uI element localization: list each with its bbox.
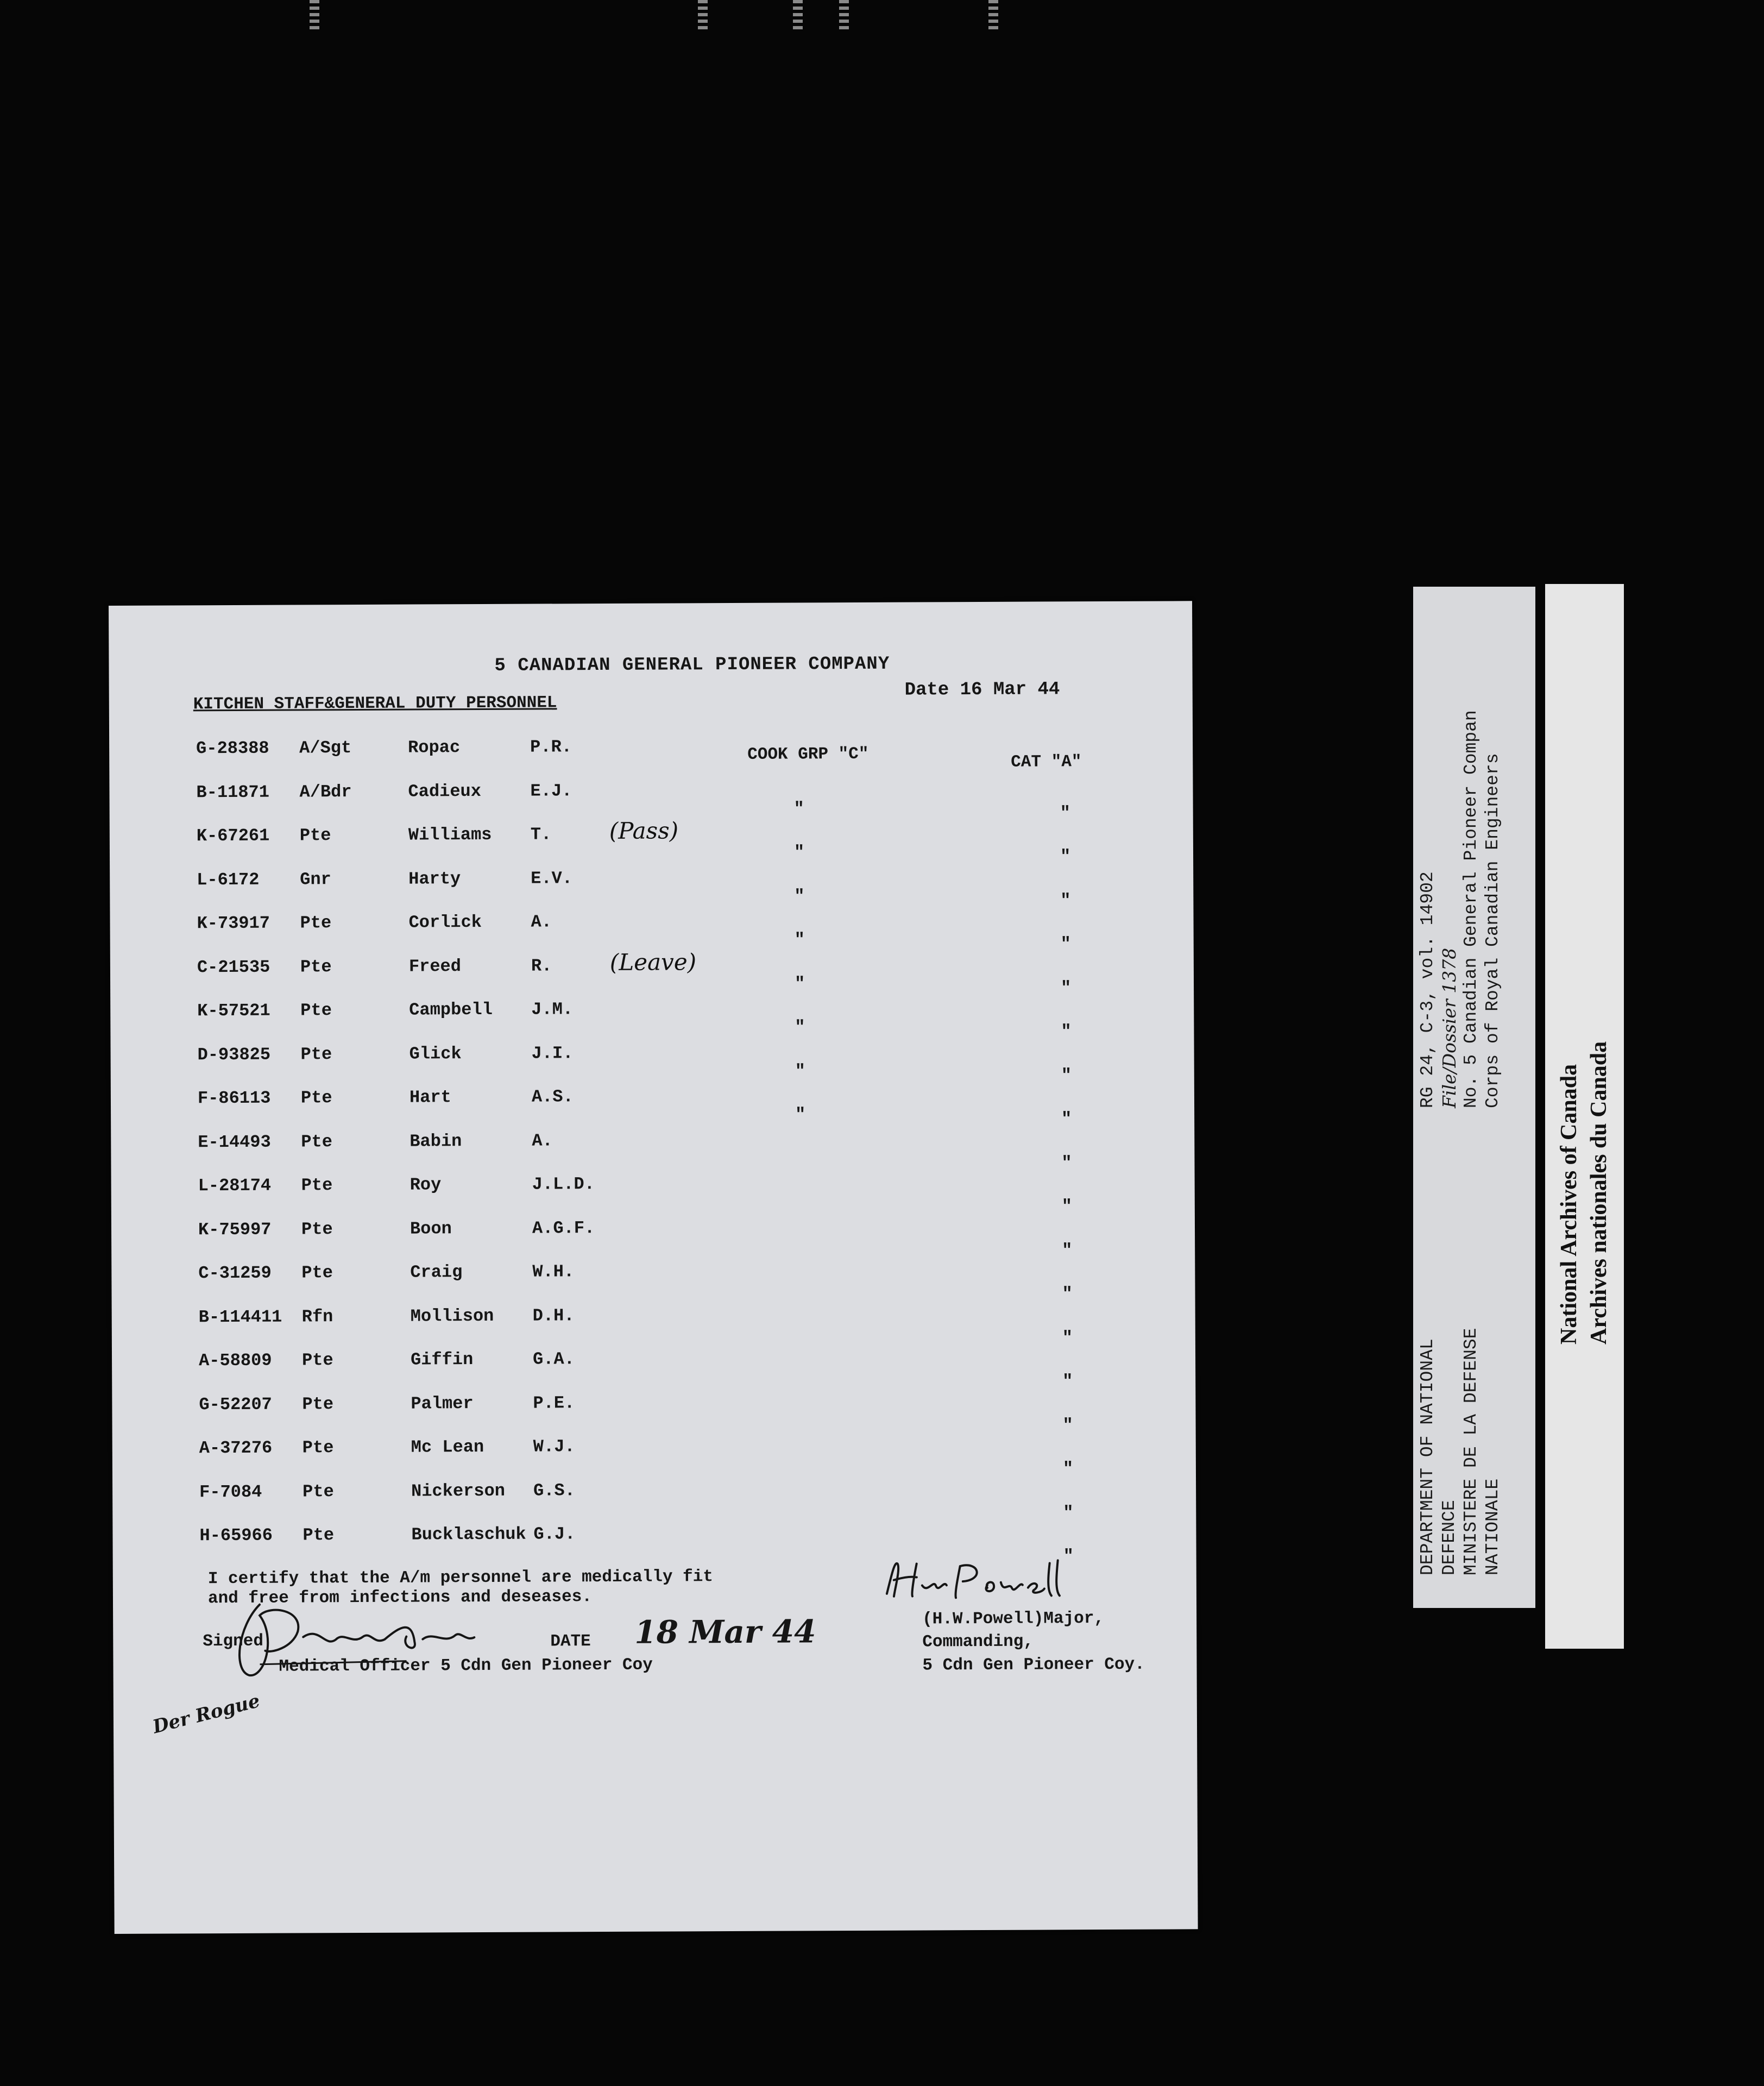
category-ditto: " [1061, 1021, 1072, 1042]
surname: Mc Lean [411, 1436, 484, 1457]
film-edge-mark [839, 0, 849, 33]
signed-label: Signed [203, 1631, 264, 1651]
rank: Pte [302, 1393, 334, 1414]
cook-group-ditto: " [794, 885, 805, 906]
initials: J.I. [531, 1042, 574, 1064]
service-number: G-28388 [196, 738, 269, 759]
initials: A. [532, 1130, 553, 1151]
surname: Palmer [411, 1393, 474, 1414]
department-line: NATIONALE [1482, 1478, 1503, 1575]
surname: Craig [410, 1262, 463, 1283]
initials: A. [531, 912, 552, 932]
archives-stamp-line: National Archives of Canada [1556, 1064, 1582, 1344]
initials: J.M. [531, 999, 574, 1020]
archive-reference-line: RG 24, C-3, vol. 14902 [1417, 871, 1438, 1108]
archive-reference-label [1413, 587, 1535, 1608]
service-number: G-52207 [199, 1394, 272, 1415]
category-ditto: " [1060, 846, 1071, 867]
surname: Mollison [410, 1305, 494, 1327]
category-ditto: " [1061, 1065, 1072, 1085]
initials: G.A. [532, 1349, 575, 1369]
initials: G.S. [533, 1480, 576, 1501]
initials: J.L.D. [532, 1174, 595, 1195]
personnel-row [193, 1303, 1117, 1350]
personnel-row [193, 1259, 1116, 1307]
commanding-officer-title: Commanding, [922, 1632, 1034, 1652]
film-edge-mark [988, 0, 998, 33]
service-number: F-86113 [197, 1088, 271, 1109]
personnel-row [192, 1040, 1116, 1088]
company-heading: 5 CANADIAN GENERAL PIONEER COMPANY [494, 654, 890, 676]
rank: Pte [301, 1175, 333, 1196]
category-ditto: " [1061, 1196, 1073, 1217]
personnel-row [194, 1434, 1117, 1482]
personnel-row [191, 734, 1114, 782]
service-number: H-65966 [199, 1525, 273, 1546]
handwritten-note: (Leave) [609, 948, 697, 976]
rank: Pte [301, 1218, 333, 1239]
cook-group-ditto: " [795, 1104, 806, 1125]
medical-officer-title: Medical Officer 5 Cdn Gen Pioneer Coy [279, 1655, 653, 1676]
service-number: F-7084 [199, 1481, 262, 1502]
rank: A/Bdr [299, 781, 352, 802]
department-line: DEPARTMENT OF NATIONAL [1417, 1339, 1438, 1575]
department-line: MINISTERE DE LA DEFENSE [1460, 1328, 1481, 1575]
initials: D.H. [532, 1305, 575, 1326]
category-ditto: " [1060, 802, 1070, 823]
film-edge-mark [698, 0, 708, 33]
commanding-officer-unit: 5 Cdn Gen Pioneer Coy. [922, 1655, 1145, 1675]
certification-line: I certify that the A/m personnel are medically fit [207, 1567, 714, 1589]
personnel-row [191, 865, 1114, 913]
category-ditto: " [1062, 1415, 1073, 1435]
rank: Pte [303, 1481, 334, 1501]
handwritten-margin-note: Der Rogue [150, 1689, 262, 1738]
signature-date: 18 Mar 44 [634, 1613, 816, 1651]
cook-group-ditto: " [794, 929, 805, 950]
service-number: K-73917 [197, 913, 270, 934]
commanding-officer-signature [879, 1555, 1063, 1604]
commanding-officer-name: (H.W.Powell)Major, [922, 1609, 1105, 1629]
initials: A.S. [531, 1086, 574, 1107]
category-ditto: " [1062, 1459, 1074, 1479]
service-number: L-28174 [198, 1175, 272, 1196]
department-line: DEFENCE [1439, 1500, 1459, 1575]
rank: Pte [299, 825, 331, 846]
handwritten-note: (Pass) [609, 817, 679, 844]
certification-line: and free from infections and deseases. [207, 1587, 592, 1609]
surname: Boon [410, 1218, 452, 1239]
cook-group-ditto: " [795, 1017, 805, 1038]
service-number: L-6172 [197, 869, 260, 890]
personnel-row [193, 1390, 1117, 1438]
surname: Harty [408, 868, 461, 889]
initials: E.V. [531, 868, 573, 889]
initials: W.H. [532, 1261, 575, 1282]
rank: Pte [301, 1350, 333, 1371]
cook-group-ditto: " [795, 1060, 806, 1081]
rank: Pte [302, 1437, 334, 1458]
rank: Pte [300, 913, 332, 933]
service-number: K-75997 [198, 1219, 272, 1240]
category-ditto: " [1061, 1152, 1072, 1173]
surname: Nickerson [411, 1480, 506, 1501]
surname: Roy [410, 1174, 442, 1195]
initials: E.J. [530, 780, 572, 801]
rank: Gnr [300, 869, 331, 889]
cook-group-ditto: " [793, 798, 804, 819]
service-number: E-14493 [198, 1132, 271, 1152]
category-ditto: " [1062, 1240, 1073, 1260]
personnel-row [193, 1172, 1116, 1220]
archives-stamp-line: Archives nationales du Canada [1586, 1041, 1611, 1344]
service-number: B-114411 [198, 1306, 282, 1327]
service-number: K-67261 [196, 825, 270, 846]
category-ditto: " [1060, 934, 1072, 954]
surname: Williams [408, 824, 492, 845]
category-ditto: " [1062, 1371, 1073, 1392]
surname: Ropac [408, 737, 461, 758]
cook-group-ditto: " [793, 842, 805, 863]
rank: Pte [300, 1044, 332, 1064]
service-number: K-57521 [197, 1000, 270, 1021]
initials: P.E. [533, 1392, 575, 1413]
surname: Campbell [409, 999, 493, 1020]
initials: A.G.F. [532, 1217, 595, 1239]
initials: G.J. [533, 1524, 576, 1544]
personnel-row [192, 997, 1115, 1045]
cook-group-ditto: " [794, 973, 805, 994]
personnel-list [191, 734, 1118, 1569]
film-edge-mark [310, 0, 319, 33]
rank: A/Sgt [299, 738, 352, 758]
initials: T. [530, 824, 552, 845]
rank: Pte [300, 956, 332, 977]
signature-date-label: DATE [550, 1632, 591, 1651]
personnel-row [194, 1478, 1117, 1525]
service-number: A-37276 [199, 1437, 273, 1459]
archive-reference-line: File/Dossier 1378 [1438, 947, 1460, 1108]
surname: Giffin [410, 1349, 474, 1370]
film-edge-mark [793, 0, 803, 33]
personnel-row [193, 1347, 1117, 1394]
rank: Pte [300, 1088, 332, 1108]
service-number: C-21535 [197, 957, 270, 977]
personnel-row [193, 1215, 1116, 1263]
archive-reference-line: Corps of Royal Canadian Engineers [1482, 753, 1503, 1108]
surname: Corlick [408, 912, 482, 933]
surname: Hart [409, 1087, 451, 1108]
surname: Freed [408, 956, 461, 977]
service-number: B-11871 [196, 782, 270, 802]
personnel-row [192, 1084, 1116, 1132]
category-ditto: " [1063, 1546, 1074, 1567]
section-title: KITCHEN STAFF&GENERAL DUTY PERSONNEL [193, 693, 557, 714]
personnel-row [192, 1128, 1116, 1176]
document-date: Date 16 Mar 44 [904, 679, 1060, 701]
rank: Pte [303, 1525, 335, 1545]
category-ditto: " [1062, 1327, 1073, 1348]
surname: Babin [410, 1130, 462, 1152]
category-ditto: " [1063, 1502, 1074, 1523]
initials: P.R. [530, 737, 572, 757]
rank: Pte [300, 1000, 332, 1021]
surname: Bucklaschuk [411, 1524, 526, 1545]
category-ditto: " [1061, 1109, 1072, 1129]
column-header-cook-group: COOK GRP "C" [747, 744, 869, 764]
service-number: D-93825 [197, 1044, 271, 1065]
surname: Cadieux [408, 781, 481, 802]
personnel-row [191, 817, 1114, 870]
initials: R. [531, 955, 552, 976]
national-archives-stamp [1545, 584, 1624, 1649]
document-page [109, 601, 1198, 1934]
column-header-category: CAT "A" [1011, 752, 1082, 772]
service-number: A-58809 [198, 1350, 272, 1371]
initials: W.J. [533, 1436, 575, 1457]
service-number: C-31259 [198, 1262, 272, 1284]
category-ditto: " [1060, 890, 1071, 910]
surname: Glick [409, 1043, 462, 1064]
archive-reference-line: No. 5 Canadian General Pioneer Compan [1460, 710, 1481, 1108]
rank: Pte [301, 1262, 333, 1283]
rank: Pte [301, 1131, 332, 1152]
personnel-row [192, 948, 1115, 1001]
rank: Rfn [301, 1306, 333, 1327]
category-ditto: " [1061, 977, 1072, 998]
category-ditto: " [1062, 1284, 1073, 1304]
